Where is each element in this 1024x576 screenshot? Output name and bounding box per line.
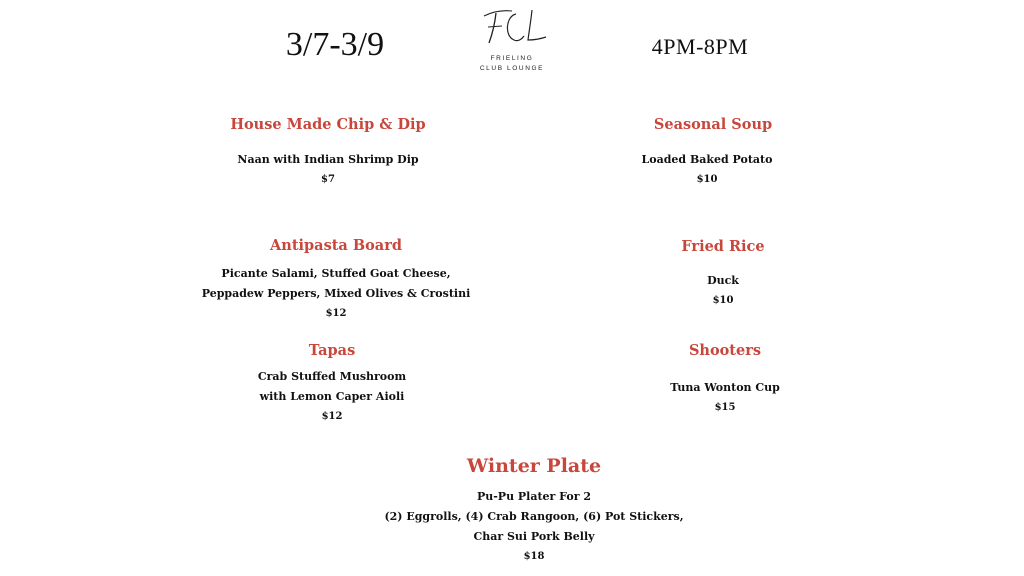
item-price: $10 [696, 174, 718, 185]
logo-line-1: FRIELING [490, 55, 534, 62]
item-line: Picante Salami, Stuffed Goat Cheese, [221, 267, 451, 280]
item-price: $18 [523, 551, 545, 562]
item-line: Tuna Wonton Cup [670, 381, 780, 394]
date-range: 3/7-3/9 [285, 26, 385, 63]
section-title: House Made Chip & Dip [230, 116, 426, 133]
item-line: with Lemon Caper Aioli [259, 390, 405, 403]
item-price: $7 [321, 174, 335, 185]
item-price: $10 [712, 295, 734, 306]
item-line: Char Sui Pork Belly [473, 530, 595, 543]
section-title: Seasonal Soup [653, 116, 773, 133]
item-price: $12 [325, 308, 347, 319]
section-title: Tapas [308, 342, 356, 359]
item-line: (2) Eggrolls, (4) Crab Rangoon, (6) Pot Stickers, [384, 510, 684, 523]
item-line: Naan with Indian Shrimp Dip [237, 153, 419, 166]
item-line: Pu-Pu Plater For 2 [476, 490, 592, 503]
section-title: Antipasta Board [270, 237, 402, 254]
item-price: $12 [321, 411, 343, 422]
logo-line-2: CLUB LOUNGE [479, 65, 545, 72]
item-line: Duck [707, 274, 739, 287]
item-line: Loaded Baked Potato [641, 153, 773, 166]
item-line: Peppadew Peppers, Mixed Olives & Crostini [201, 287, 471, 300]
item-line: Crab Stuffed Mushroom [257, 370, 407, 383]
section-title: Fried Rice [681, 238, 765, 255]
service-hours: 4PM-8PM [651, 34, 749, 59]
fcl-monogram-icon [462, 2, 562, 52]
item-price: $15 [714, 402, 736, 413]
section-title: Shooters [688, 342, 762, 359]
club-logo [462, 2, 562, 74]
section-title: Winter Plate [466, 455, 602, 477]
